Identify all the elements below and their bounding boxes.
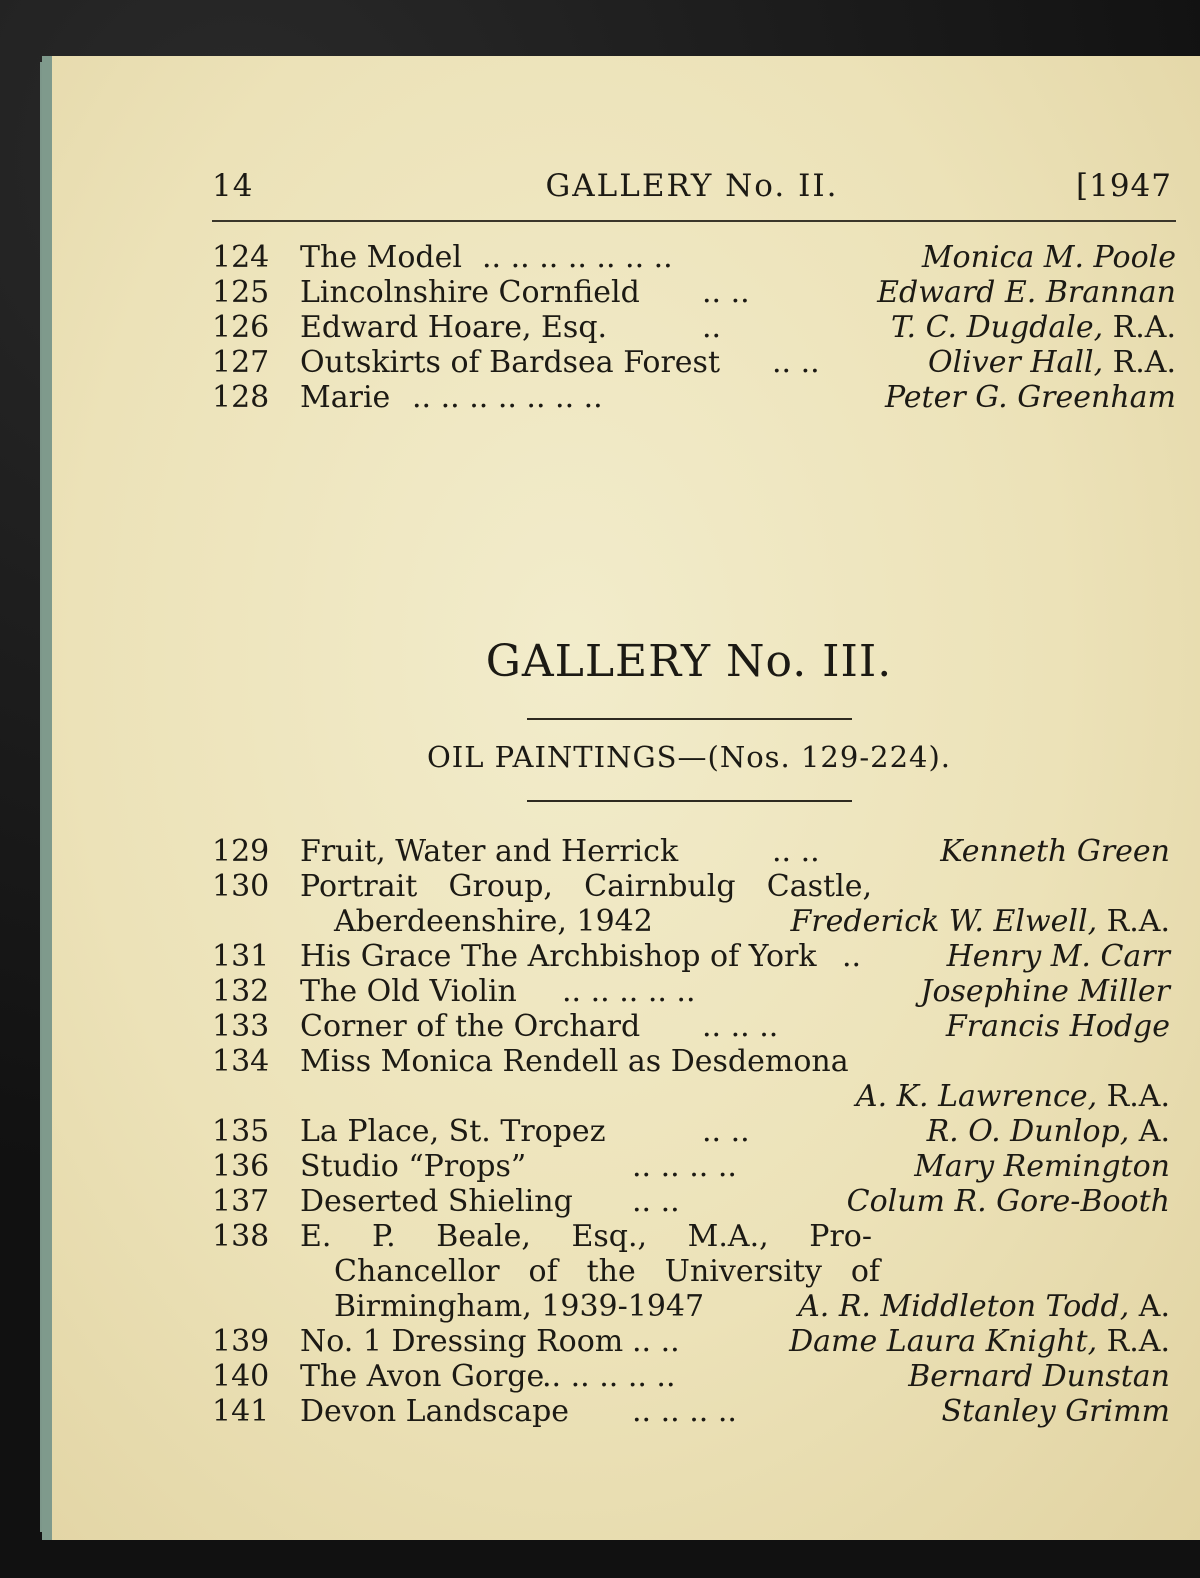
entry-artist: R. O. Dunlop, A.	[926, 1114, 1170, 1149]
leader-dots: .. .. .. .. ..	[542, 1359, 676, 1394]
section-rule-bottom	[527, 800, 852, 802]
entry-title: Edward Hoare, Esq.	[300, 310, 608, 345]
list-item	[212, 1149, 1170, 1184]
leader-dots: .. ..	[772, 834, 820, 869]
list-item	[212, 310, 1176, 345]
entry-artist: Bernard Dunstan	[908, 1359, 1170, 1394]
entry-number: 133	[212, 1009, 270, 1044]
entry-number: 128	[212, 380, 270, 415]
entry-number: 135	[212, 1114, 270, 1149]
entry-number: 141	[212, 1394, 270, 1429]
gallery-3-list	[212, 834, 1170, 1429]
list-item	[212, 1114, 1170, 1149]
leader-dots: .. .. .. .. ..	[562, 974, 696, 1009]
entry-title: Lincolnshire Cornfield	[300, 275, 640, 310]
leader-dots: .. ..	[632, 1184, 680, 1219]
section-subtitle: OIL PAINTINGS—(Nos. 129-224).	[426, 740, 952, 774]
entry-title: E. P. Beale, Esq., M.A., Pro-	[300, 1219, 872, 1254]
gallery-2-list	[212, 240, 1176, 415]
entry-title: Studio “Props”	[300, 1149, 527, 1184]
entry-title-continued: Chancellor of the University of	[334, 1254, 880, 1289]
leader-dots: .. .. .. ..	[632, 1149, 737, 1184]
running-head	[212, 168, 1172, 208]
entry-number: 126	[212, 310, 270, 345]
running-year: [1947	[1076, 168, 1172, 204]
entry-artist: Mary Remington	[914, 1149, 1170, 1184]
list-item	[212, 904, 1170, 939]
page-number: 14	[212, 168, 254, 204]
leader-dots: .. .. .. ..	[632, 1394, 737, 1429]
entry-title: La Place, St. Tropez	[300, 1114, 606, 1149]
entry-title: Deserted Shieling	[300, 1184, 573, 1219]
entry-artist: Josephine Miller	[920, 974, 1170, 1009]
entry-artist: Colum R. Gore-Booth	[846, 1184, 1170, 1219]
entry-number: 124	[212, 240, 270, 275]
list-item	[212, 1254, 1170, 1289]
entry-number: 130	[212, 869, 270, 904]
entry-title: Outskirts of Bardsea Forest	[300, 345, 720, 380]
entry-artist: Edward E. Brannan	[877, 275, 1176, 310]
list-item	[212, 1394, 1170, 1429]
leader-dots: .. ..	[702, 1114, 750, 1149]
entry-number: 134	[212, 1044, 270, 1079]
entry-artist: Henry M. Carr	[946, 939, 1170, 974]
entry-artist: A. R. Middleton Todd, A.	[798, 1289, 1170, 1324]
list-item	[212, 275, 1176, 310]
leader-dots: ..	[842, 939, 862, 974]
list-item	[212, 380, 1176, 415]
list-item	[212, 869, 1170, 904]
entry-artist: A. K. Lawrence, R.A.	[855, 1079, 1170, 1114]
entry-number: 140	[212, 1359, 270, 1394]
list-item	[212, 1324, 1170, 1359]
section-rule-top	[527, 718, 852, 720]
entry-number: 131	[212, 939, 270, 974]
leader-dots: .. .. .. .. .. .. ..	[482, 240, 673, 275]
leader-dots: .. ..	[632, 1324, 680, 1359]
running-title: GALLERY No. II.	[545, 168, 839, 204]
entry-artist: Dame Laura Knight, R.A.	[789, 1324, 1170, 1359]
leader-dots: .. .. .. .. .. .. ..	[412, 380, 603, 415]
list-item	[212, 1009, 1170, 1044]
entry-artist: Stanley Grimm	[941, 1394, 1170, 1429]
entry-artist: Oliver Hall, R.A.	[927, 345, 1176, 380]
entry-title: Fruit, Water and Herrick	[300, 834, 679, 869]
list-item	[212, 1289, 1170, 1324]
entry-title: Corner of the Orchard	[300, 1009, 641, 1044]
entry-number: 139	[212, 1324, 270, 1359]
entry-title: Miss Monica Rendell as Desdemona	[300, 1044, 849, 1079]
entry-title-continued: Aberdeenshire, 1942	[334, 904, 653, 939]
entry-artist: Frederick W. Elwell, R.A.	[790, 904, 1170, 939]
entry-artist: Peter G. Greenham	[884, 380, 1176, 415]
entry-title: Marie	[300, 380, 391, 415]
entry-number: 132	[212, 974, 270, 1009]
leader-dots: .. ..	[702, 275, 750, 310]
leader-dots: .. ..	[772, 345, 820, 380]
leader-dots: ..	[702, 310, 722, 345]
entry-title: The Avon Gorge	[300, 1359, 545, 1394]
list-item	[212, 834, 1170, 869]
entry-number: 137	[212, 1184, 270, 1219]
entry-number: 127	[212, 345, 270, 380]
entry-artist: Francis Hodge	[945, 1009, 1170, 1044]
entry-number: 136	[212, 1149, 270, 1184]
list-item	[212, 1219, 1170, 1254]
entry-artist: Monica M. Poole	[921, 240, 1176, 275]
list-item	[212, 1359, 1170, 1394]
entry-number: 129	[212, 834, 270, 869]
leader-dots: .. .. ..	[702, 1009, 779, 1044]
entry-title: No. 1 Dressing Room	[300, 1324, 624, 1359]
entry-number: 138	[212, 1219, 270, 1254]
entry-artist: Kenneth Green	[940, 834, 1170, 869]
list-item	[212, 974, 1170, 1009]
entry-title: Devon Landscape	[300, 1394, 570, 1429]
entry-number: 125	[212, 275, 270, 310]
list-item	[212, 345, 1176, 380]
section-title: GALLERY No. III.	[485, 636, 893, 687]
list-item	[212, 1184, 1170, 1219]
list-item	[212, 939, 1170, 974]
entry-title: His Grace The Archbishop of York	[300, 939, 817, 974]
list-item	[212, 1079, 1170, 1114]
entry-title: The Model	[300, 240, 462, 275]
list-item	[212, 1044, 1170, 1079]
entry-title: Portrait Group, Cairnbulg Castle,	[300, 869, 872, 904]
list-item	[212, 240, 1176, 275]
header-rule	[212, 220, 1176, 222]
entry-title-continued: Birmingham, 1939-1947	[334, 1289, 705, 1324]
entry-artist: T. C. Dugdale, R.A.	[890, 310, 1176, 345]
entry-title: The Old Violin	[300, 974, 517, 1009]
